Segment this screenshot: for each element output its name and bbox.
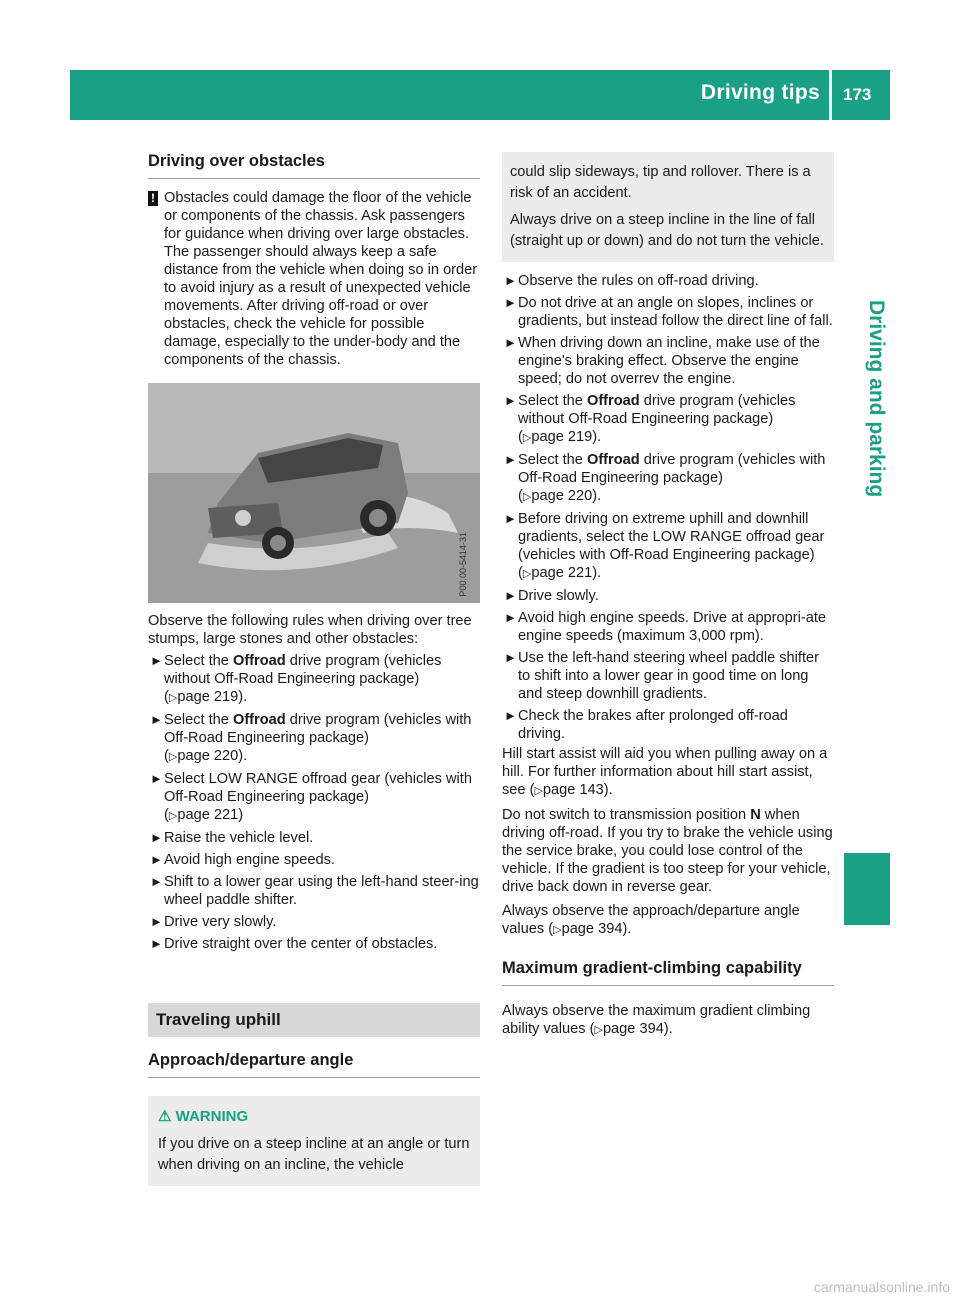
list-item: ► Select LOW RANGE offroad gear (vehicles with Off-Road Engineering package) (▷page 221) xyxy=(150,771,472,823)
warning-cont-text-1: could slip sideways, tip and rollover. There is a risk of an accident. xyxy=(510,164,811,201)
list-item: ► Avoid high engine speeds. xyxy=(150,852,335,868)
caution-note xyxy=(148,189,480,369)
list-item: ► When driving down an incline, make use of the engine's braking effect. Observe the engine speed; do not overrev the engine. xyxy=(504,335,820,387)
page-ref-arrow-icon: ▷ xyxy=(168,692,178,704)
header-separator xyxy=(829,70,832,120)
warning-text: If you drive on a steep incline at an angle or turn when driving on an incline, the vehicle xyxy=(158,1136,470,1173)
list-item: ► Drive very slowly. xyxy=(150,914,277,930)
list-item: ► Select the Offroad drive program (vehicles without Off-Road Engineering package) (▷page 219). xyxy=(504,393,796,445)
caution-text: Obstacles could damage the floor of the vehicle or components of the chassis. Ask passengers for guidance when driving over large obstacles. The passenger should always keep a safe distance from the vehicle when doing so in order to avoid injury as a result of unexpected vehicle movements. After driving off-road or over obstacles, check the vehicle for possible damage, especially to the under-body and the components of the chassis. xyxy=(164,190,478,368)
warning-label: WARNING xyxy=(175,1108,249,1125)
section-title-uphill: Traveling uphill xyxy=(148,1003,480,1037)
page-ref-arrow-icon: ▷ xyxy=(522,491,532,503)
list-item: ► Do not drive at an angle on slopes, inclines or gradients, but instead follow the direct line of fall. xyxy=(504,295,833,329)
list-item: ► Drive slowly. xyxy=(504,588,599,604)
page-ref-link[interactable]: page 219). xyxy=(531,429,602,445)
page-ref-arrow-icon: ▷ xyxy=(522,568,532,580)
page-ref-arrow-icon: ▷ xyxy=(522,432,532,444)
page-ref-link[interactable]: page 143). xyxy=(542,782,613,798)
page-ref-link[interactable]: page 394). xyxy=(602,1021,673,1037)
list-item: ► Select the Offroad drive program (vehicles without Off-Road Engineering package) (▷page 219). xyxy=(150,653,442,705)
heading-gradient-capability: Maximum gradient-climbing capability xyxy=(502,959,802,977)
uphill-section xyxy=(148,1003,480,1186)
page-ref-arrow-icon: ▷ xyxy=(168,751,178,763)
page-ref-arrow-icon: ▷ xyxy=(534,785,543,797)
subheading-approach-angle: Approach/departure angle xyxy=(148,1051,354,1069)
warning-box xyxy=(148,1096,480,1186)
page-ref-link[interactable]: page 220). xyxy=(531,488,602,504)
list-item: ► Select the Offroad drive program (vehicles with Off-Road Engineering package) (▷page 220). xyxy=(150,712,472,764)
list-item: ► Raise the vehicle level. xyxy=(150,830,314,846)
warning-header xyxy=(158,1108,470,1126)
list-item: ► Observe the rules on off-road driving. xyxy=(504,273,759,289)
list-item: ► Avoid high engine speeds. Drive at appropri-ate engine speeds (maximum 3,000 rpm). xyxy=(504,610,827,644)
max-gradient-paragraph: Always observe the maximum gradient climbing ability values (▷page 394). xyxy=(502,1003,811,1037)
warning-cont-text-2: Always drive on a steep incline in the line of fall (straight up or down) and do not turn the vehicle. xyxy=(510,212,824,249)
intro-text: Observe the following rules when driving over tree stumps, large stones and other obstacles: xyxy=(148,613,472,647)
side-tab-label: Driving and parking xyxy=(865,300,888,498)
list-item: ► Use the left-hand steering wheel paddle shifter to shift into a lower gear in good time on long and steep downhill gradients. xyxy=(504,650,819,702)
list-item: ► Select the Offroad drive program (vehicles with Off-Road Engineering package) (▷page 220). xyxy=(504,452,826,504)
list-item: ► Drive straight over the center of obstacles. xyxy=(150,936,438,952)
approach-angle-paragraph: Always observe the approach/departure angle values (▷page 394). xyxy=(502,903,800,937)
page-ref-link[interactable]: page 219). xyxy=(177,689,248,705)
suv-illustration xyxy=(148,383,480,603)
list-item: ► Check the brakes after prolonged off-road driving. xyxy=(504,708,788,742)
hill-start-paragraph: Hill start assist will aid you when pulling away on a hill. For further information about hill start assist, see (▷page 143). xyxy=(502,746,828,798)
warning-box-continued xyxy=(502,152,834,262)
watermark-footer: carmanualsonline.info xyxy=(813,1279,950,1295)
section-heading-obstacles: Driving over obstacles xyxy=(148,152,325,170)
chapter-tab-marker xyxy=(844,853,890,925)
page-ref-link[interactable]: page 220). xyxy=(177,748,248,764)
page-ref-link[interactable]: page 394). xyxy=(561,921,632,937)
page-ref-link[interactable]: page 221). xyxy=(531,565,602,581)
warning-triangle-icon: ⚠ xyxy=(158,1108,172,1125)
transmission-paragraph: Do not switch to transmission position N when driving off-road. If you try to brake the vehicle using the service brake, you could lose control of the vehicle. If the gradient is too steep for your vehicle, drive back down in reverse gear. xyxy=(502,807,833,895)
page-number: 173 xyxy=(843,85,872,104)
vehicle-offroad-image xyxy=(148,383,480,603)
right-column xyxy=(502,152,834,1039)
list-item: ► Shift to a lower gear using the left-hand steer-ing wheel paddle shifter. xyxy=(150,874,479,908)
page-ref-link[interactable]: page 221) xyxy=(177,807,244,823)
exclamation-icon: ! xyxy=(148,191,158,206)
image-code: P00.00-5414-31 xyxy=(458,532,468,597)
list-item: ► Before driving on extreme uphill and downhill gradients, select the LOW RANGE offroad gear (vehicles with Off-Road Engineering package) (▷page 221). xyxy=(504,511,825,581)
page-ref-arrow-icon: ▷ xyxy=(168,810,178,822)
left-column xyxy=(148,152,480,369)
header-title: Driving tips xyxy=(700,81,820,104)
page-ref-arrow-icon: ▷ xyxy=(553,924,562,936)
page-ref-arrow-icon: ▷ xyxy=(594,1024,603,1036)
left-column-lower xyxy=(148,612,480,957)
